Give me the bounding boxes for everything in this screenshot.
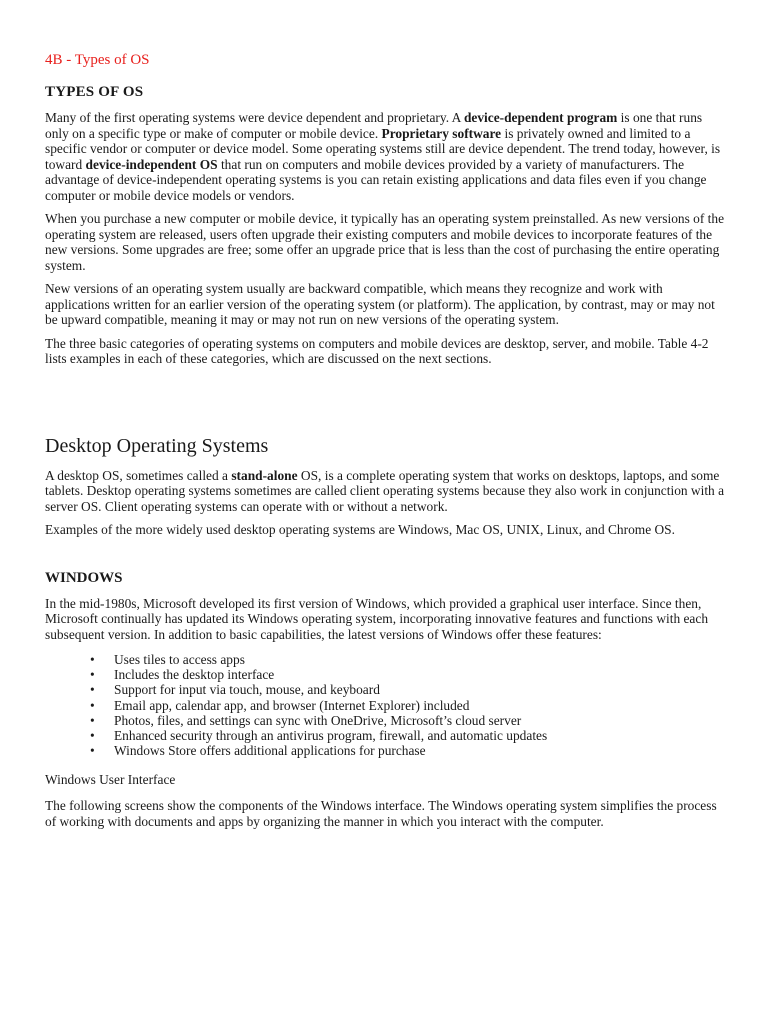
windows-ui-paragraph: The following screens show the components of the Windows interface. The Windows operating system simplifies the process of working with documents and apps by organizing the manner in which you interact with the computer. (45, 798, 717, 829)
text-run: is one that runs only on a specific type or make of computer or mobile device. (45, 110, 703, 141)
bullet-icon: • (90, 697, 95, 713)
bold-term: device-independent OS (85, 156, 218, 172)
bold-term: device-dependent program (463, 110, 618, 125)
windows-paragraph: In the mid-1980s, Microsoft developed its first version of Windows, which provided a graphical user interface. Since then, Microsoft continually has updated its Windows operating system, incorporating innovative features and functions with each subsequent version. In addition to basic capabilities, the latest versions of Windows offer these features: (45, 595, 709, 642)
text-run: that run on computers and mobile devices provided by a variety of manufacturers. The advantage of device-independent operating systems is you can retain existing applications and data files even if you change computer or mobile device models or vendors. (45, 156, 707, 203)
types-of-os-heading: TYPES OF OS (45, 84, 144, 100)
feature-text: Uses tiles to access apps (114, 652, 245, 667)
bullet-icon: • (90, 728, 95, 744)
page-content (45, 50, 725, 837)
feature-list-item (45, 682, 725, 697)
bullet-icon: • (90, 652, 95, 667)
text-run: A desktop OS, sometimes called a (45, 467, 232, 483)
feature-text: Email app, calendar app, and browser (Internet Explorer) included (114, 697, 470, 713)
bullet-icon: • (90, 743, 95, 759)
bullet-icon: • (90, 667, 95, 683)
categories-paragraph: The three basic categories of operating systems on computers and mobile devices are desktop, server, and mobile. Table 4-2 lists examples in each of these categories, which are discussed on the next sections. (45, 335, 709, 366)
feature-text: Support for input via touch, mouse, and keyboard (114, 682, 380, 698)
feature-list-item (45, 652, 725, 667)
feature-list-item (45, 698, 725, 713)
desktop-os-heading: Desktop Operating Systems (45, 434, 269, 457)
upgrade-paragraph: When you purchase a new computer or mobile device, it typically has an operating system preinstalled. As new versions of the operating system are released, users often upgrade their existing computers and mobile devices to incorporate features of the new versions. Some upgrades are free; some offer an upgrade price that is less than the cost of purchasing the entire operating system. (45, 211, 725, 273)
desktop-os-paragraph (45, 468, 725, 515)
feature-text: Windows Store offers additional applications for purchase (114, 743, 426, 759)
bold-term: Proprietary software (381, 125, 502, 141)
windows-features-list (45, 652, 725, 758)
bullet-icon: • (90, 712, 95, 728)
feature-list-item (45, 743, 725, 758)
text-run: OS, is a complete operating system that works on desktops, laptops, and some tablets. Desktop operating systems sometimes are called client operating systems because they also work in conjunction with a server OS. Client operating systems can operate with or without a network. (45, 467, 725, 514)
feature-text: Enhanced security through an antivirus program, firewall, and automatic updates (114, 728, 548, 744)
feature-text: Includes the desktop interface (114, 667, 275, 683)
intro-paragraph (45, 110, 725, 203)
compatibility-paragraph: New versions of an operating system usually are backward compatible, which means they recognize and work with applications written for an earlier version of the operating system (or platform). The application, by contrast, may or may not be upward compatible, meaning it may or may not run on new versions of the operating system. (45, 281, 715, 327)
feature-list-item (45, 713, 725, 728)
text-run: Many of the first operating systems were device dependent and proprietary. A (45, 110, 464, 125)
feature-text: Photos, files, and settings can sync with OneDrive, Microsoft’s cloud server (114, 712, 522, 728)
windows-ui-subheading: Windows User Interface (45, 772, 176, 788)
feature-list-item (45, 667, 725, 682)
windows-heading: WINDOWS (45, 569, 123, 586)
feature-list-item (45, 728, 725, 743)
text-run: is privately owned and limited to a specific vendor or computer or device model. Some operating systems still are device dependent. The trend today, however, is toward (45, 125, 721, 172)
bold-term: stand-alone (231, 467, 298, 483)
desktop-examples-paragraph: Examples of the more widely used desktop operating systems are Windows, Mac OS, UNIX, Linux, and Chrome OS. (45, 522, 675, 537)
bullet-icon: • (90, 682, 95, 698)
section-label: 4B - Types of OS (45, 52, 150, 68)
